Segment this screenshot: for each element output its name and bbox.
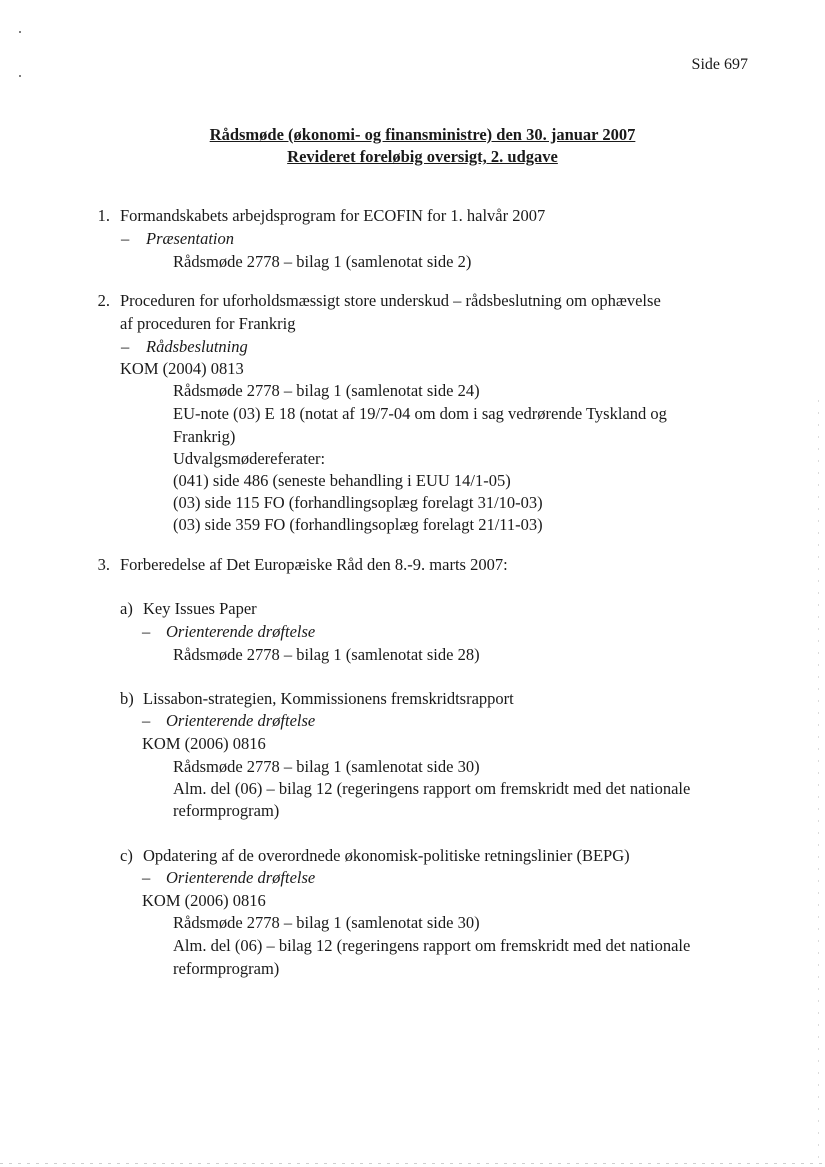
subitem-letter: a) — [120, 599, 133, 618]
subitem-title: Lissabon-strategien, Kommissionens fremskridtsrapport — [143, 689, 514, 708]
com-reference: KOM (2004) 0813 — [120, 359, 244, 378]
reference: reformprogram) — [173, 801, 280, 820]
dash-marker: – — [142, 711, 151, 730]
reference: Rådsmøde 2778 – bilag 1 (samlenotat side 2) — [173, 252, 472, 271]
action-type: Orienterende drøftelse — [166, 711, 316, 730]
scan-speck — [19, 31, 21, 33]
reference: Frankrig) — [173, 427, 236, 446]
agenda-item-title: Proceduren for uforholdsmæssigt store underskud – rådsbeslutning om ophævelse — [120, 291, 661, 310]
page-number: Side 697 — [691, 56, 748, 73]
reference: Udvalgsmødereferater: — [173, 449, 326, 468]
reference: Rådsmøde 2778 – bilag 1 (samlenotat side 28) — [173, 645, 480, 664]
action-type: Rådsbeslutning — [146, 337, 248, 356]
dash-marker: – — [121, 337, 130, 356]
item-number: 1. — [97, 206, 110, 225]
subitem-letter: b) — [120, 689, 134, 708]
reference: Alm. del (06) – bilag 12 (regeringens rapport om fremskridt med det nationale — [173, 936, 691, 955]
reference: EU-note (03) E 18 (notat af 19/7-04 om dom i sag vedrørende Tyskland og — [173, 404, 667, 423]
agenda-item-title: Formandskabets arbejdsprogram for ECOFIN for 1. halvår 2007 — [120, 206, 546, 225]
scan-artifact-bottom — [0, 1163, 825, 1164]
reference: Rådsmøde 2778 – bilag 1 (samlenotat side 30) — [173, 913, 480, 932]
com-reference: KOM (2006) 0816 — [142, 734, 266, 753]
document-title: Rådsmøde (økonomi- og finansministre) den 30. januar 2007 — [209, 125, 636, 144]
document-subtitle: Revideret foreløbig oversigt, 2. udgave — [287, 147, 558, 166]
com-reference: KOM (2006) 0816 — [142, 891, 266, 910]
reference: Rådsmøde 2778 – bilag 1 (samlenotat side 24) — [173, 381, 480, 400]
item-number: 2. — [97, 291, 110, 310]
subitem-title: Key Issues Paper — [143, 599, 257, 618]
action-type: Præsentation — [146, 229, 235, 248]
reference: Alm. del (06) – bilag 12 (regeringens rapport om fremskridt med det nationale — [173, 779, 691, 798]
reference: (03) side 115 FO (forhandlingsoplæg forelagt 31/10-03) — [173, 493, 543, 512]
agenda-item-title-cont: af proceduren for Frankrig — [120, 314, 296, 333]
dash-marker: – — [142, 622, 151, 641]
scan-speck — [19, 75, 21, 77]
reference: Rådsmøde 2778 – bilag 1 (samlenotat side 30) — [173, 757, 480, 776]
dash-marker: – — [142, 868, 151, 887]
action-type: Orienterende drøftelse — [166, 868, 316, 887]
item-number: 3. — [97, 555, 110, 574]
reference: (041) side 486 (seneste behandling i EUU 14/1-05) — [173, 471, 511, 490]
agenda-item-title: Forberedelse af Det Europæiske Råd den 8.-9. marts 2007: — [120, 555, 508, 574]
subitem-letter: c) — [120, 846, 133, 865]
scan-artifact-edge — [818, 400, 819, 1160]
dash-marker: – — [121, 229, 130, 248]
action-type: Orienterende drøftelse — [166, 622, 316, 641]
reference: reformprogram) — [173, 959, 280, 978]
reference: (03) side 359 FO (forhandlingsoplæg forelagt 21/11-03) — [173, 515, 543, 534]
subitem-title: Opdatering af de overordnede økonomisk-politiske retningslinier (BEPG) — [143, 846, 630, 865]
